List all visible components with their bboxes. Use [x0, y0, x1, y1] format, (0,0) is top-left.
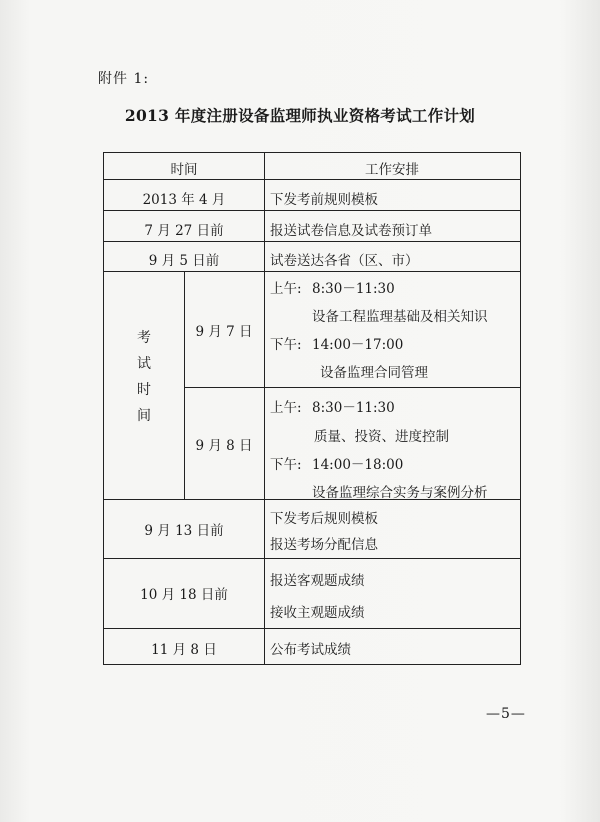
exam-date: 9 月 8 日	[195, 438, 253, 454]
row-work: 报送客观题成绩	[270, 573, 365, 589]
attachment-label: 附件 1:	[98, 71, 150, 87]
pm-time: 14:00－18:00	[312, 457, 404, 473]
header-work: 工作安排	[365, 162, 419, 178]
table-rule	[104, 558, 520, 559]
row-time: 7 月 27 日前	[144, 223, 224, 239]
schedule-table	[103, 152, 521, 665]
row-work: 下发考后规则模板	[270, 511, 378, 527]
page-number: —5—	[486, 706, 526, 722]
am-subject: 质量、投资、进度控制	[314, 429, 449, 445]
table-rule	[104, 210, 520, 211]
table-rule	[184, 387, 520, 388]
document-title: 2013 年度注册设备监理师执业资格考试工作计划	[124, 106, 476, 125]
row-time: 2013 年 4 月	[142, 192, 226, 208]
am-label: 上午:	[270, 281, 302, 297]
row-time: 10 月 18 日前	[140, 587, 228, 603]
am-label: 上午:	[270, 400, 302, 416]
header-time: 时间	[170, 162, 198, 178]
table-rule	[104, 271, 520, 272]
am-time: 8:30－11:30	[312, 281, 395, 297]
table-rule	[104, 179, 520, 180]
row-work: 报送考场分配信息	[270, 537, 378, 553]
pm-subject: 设备监理合同管理	[320, 365, 428, 381]
pm-label: 下午:	[270, 337, 302, 353]
row-time: 11 月 8 日	[151, 642, 217, 658]
row-time: 9 月 13 日前	[144, 523, 224, 539]
row-work: 试卷送达各省（区、市）	[270, 253, 419, 269]
exam-time-char: 考	[137, 330, 151, 346]
row-work: 下发考前规则模板	[270, 192, 378, 208]
exam-time-char: 时	[137, 382, 151, 398]
table-rule	[104, 628, 520, 629]
row-work: 报送试卷信息及试卷预订单	[270, 223, 432, 239]
pm-subject: 设备监理综合实务与案例分析	[312, 485, 488, 501]
table-rule	[264, 153, 265, 664]
exam-time-char: 试	[137, 356, 151, 372]
am-time: 8:30－11:30	[312, 400, 395, 416]
row-time: 9 月 5 日前	[148, 253, 220, 269]
pm-label: 下午:	[270, 457, 302, 473]
table-rule	[104, 241, 520, 242]
pm-time: 14:00－17:00	[312, 337, 404, 353]
exam-time-char: 间	[137, 408, 151, 424]
table-rule	[184, 271, 185, 499]
exam-time-label	[124, 325, 164, 429]
row-work: 接收主观题成绩	[270, 605, 365, 621]
exam-date: 9 月 7 日	[195, 324, 253, 340]
am-subject: 设备工程监理基础及相关知识	[312, 309, 488, 325]
row-work: 公布考试成绩	[270, 642, 351, 658]
